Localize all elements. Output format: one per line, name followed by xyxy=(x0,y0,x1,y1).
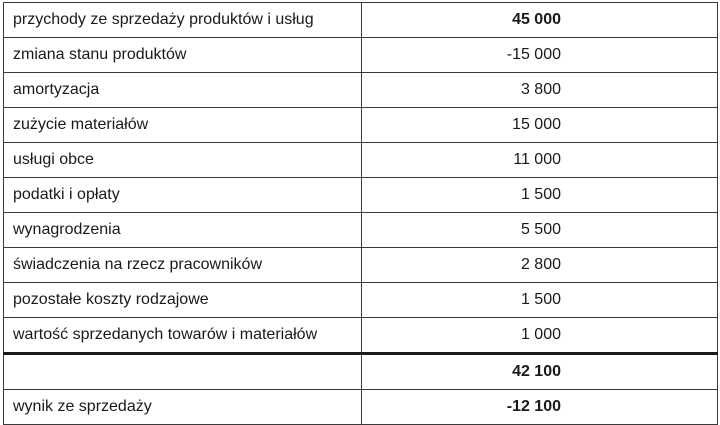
row-label: wynik ze sprzedaży xyxy=(4,390,362,425)
table-row xyxy=(4,178,718,213)
table-row xyxy=(4,143,718,178)
row-label: wynagrodzenia xyxy=(4,213,362,248)
table-row xyxy=(4,38,718,73)
row-value: 15 000 xyxy=(362,108,718,143)
row-value: 1 000 xyxy=(362,318,718,354)
table-row xyxy=(4,213,718,248)
row-label: zmiana stanu produktów xyxy=(4,38,362,73)
row-label: podatki i opłaty xyxy=(4,178,362,213)
row-label: świadczenia na rzecz pracowników xyxy=(4,248,362,283)
table-row xyxy=(4,73,718,108)
row-label: usługi obce xyxy=(4,143,362,178)
result-row xyxy=(4,390,718,425)
row-label: pozostałe koszty rodzajowe xyxy=(4,283,362,318)
row-value: 1 500 xyxy=(362,178,718,213)
table-row xyxy=(4,108,718,143)
table-row xyxy=(4,248,718,283)
row-label xyxy=(4,354,362,390)
row-label: amortyzacja xyxy=(4,73,362,108)
subtotal-value: 42 100 xyxy=(362,354,718,390)
table-row xyxy=(4,3,718,38)
subtotal-row xyxy=(4,354,718,390)
row-value: 1 500 xyxy=(362,283,718,318)
row-value: -15 000 xyxy=(362,38,718,73)
row-value: 3 800 xyxy=(362,73,718,108)
row-label: przychody ze sprzedaży produktów i usług xyxy=(4,3,362,38)
income-statement-table xyxy=(3,2,718,425)
row-label: zużycie materiałów xyxy=(4,108,362,143)
result-value: -12 100 xyxy=(362,390,718,425)
row-value: 2 800 xyxy=(362,248,718,283)
row-label: wartość sprzedanych towarów i materiałów xyxy=(4,318,362,354)
table-row xyxy=(4,318,718,354)
financial-table-container xyxy=(3,2,717,425)
table-row xyxy=(4,283,718,318)
row-value: 45 000 xyxy=(362,3,718,38)
row-value: 11 000 xyxy=(362,143,718,178)
row-value: 5 500 xyxy=(362,213,718,248)
